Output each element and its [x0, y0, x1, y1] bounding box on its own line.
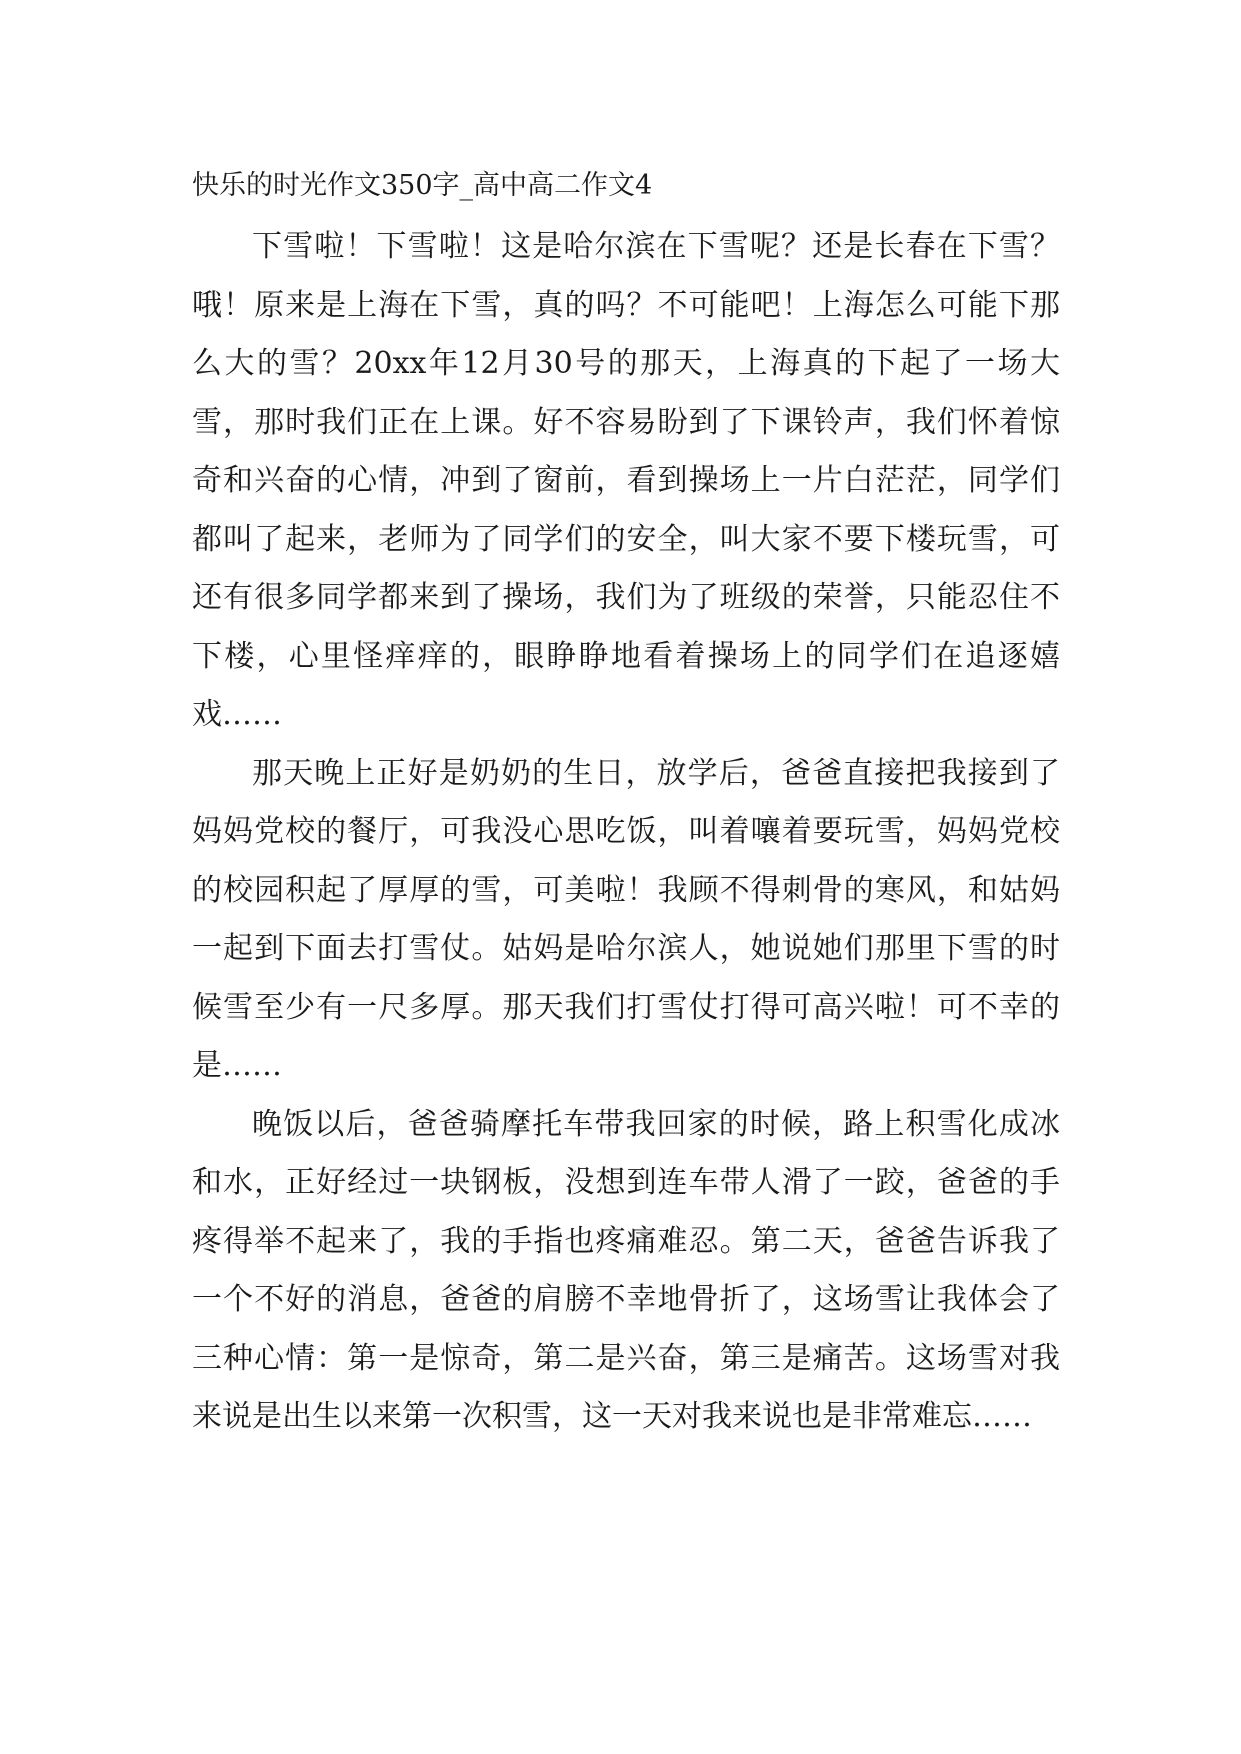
paragraph-3: 晚饭以后，爸爸骑摩托车带我回家的时候，路上积雪化成冰和水，正好经过一块钢板，没想到连车带人滑了一跤，爸爸的手疼得举不起来了，我的手指也疼痛难忍。第二天，爸爸告诉我了一个不好的消息，爸爸的肩膀不幸地骨折了，这场雪让我体会了三种心情：第一是惊奇，第二是兴奋，第三是痛苦。这场雪对我来说是出生以来第一次积雪，这一天对我来说也是非常难忘……: [192, 1106, 1060, 1434]
document-body: [192, 218, 1060, 1447]
paragraph-1: 下雪啦！下雪啦！这是哈尔滨在下雪呢？还是长春在下雪？哦！原来是上海在下雪，真的吗？不可能吧！上海怎么可能下那么大的雪？20xx年12月30号的那天，上海真的下起了一场大雪，那时我们正在上课。好不容易盼到了下课铃声，我们怀着惊奇和兴奋的心情，冲到了窗前，看到操场上一片白茫茫，同学们都叫了起来，老师为了同学们的安全，叫大家不要下楼玩雪，可还有很多同学都来到了操场，我们为了班级的荣誉，只能忍住不下楼，心里怪痒痒的，眼睁睁地看着操场上的同学们在追逐嬉戏……: [192, 229, 1060, 732]
paragraph-2: 那天晚上正好是奶奶的生日，放学后，爸爸直接把我接到了妈妈党校的餐厅，可我没心思吃饭，叫着嚷着要玩雪，妈妈党校的校园积起了厚厚的雪，可美啦！我顾不得刺骨的寒风，和姑妈一起到下面去打雪仗。姑妈是哈尔滨人，她说她们那里下雪的时候雪至少有一尺多厚。那天我们打雪仗打得可高兴啦！可不幸的是……: [192, 755, 1060, 1083]
document-title: 快乐的时光作文350字_高中高二作文4: [192, 170, 653, 201]
